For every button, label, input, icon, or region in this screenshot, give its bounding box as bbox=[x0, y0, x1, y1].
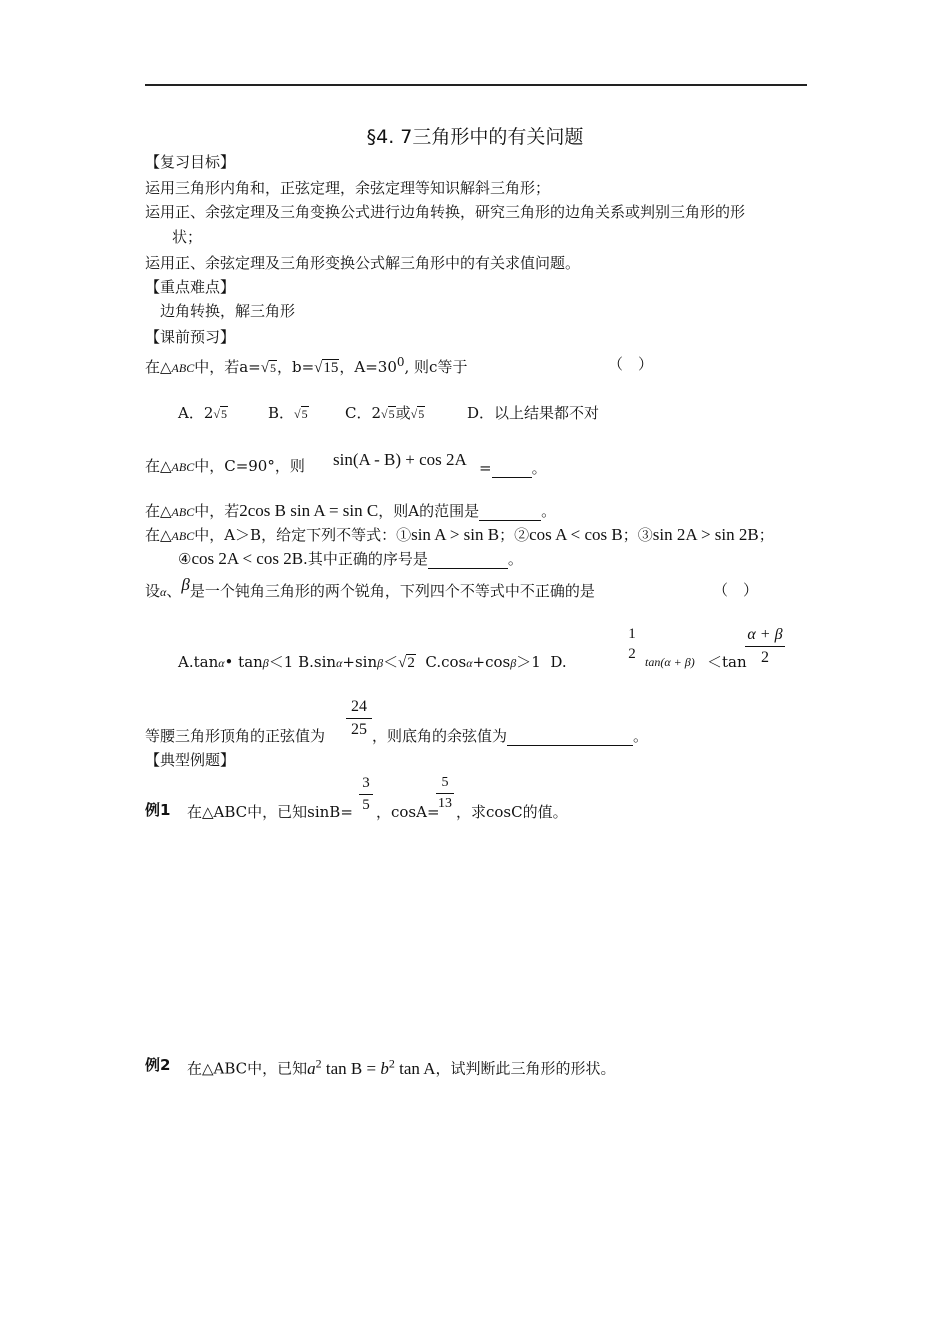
question-6: 等腰三角形顶角的正弦值为 bbox=[145, 727, 326, 745]
question-1-option-a: A．2√5 bbox=[178, 404, 227, 422]
question-5-options: A.tanα• tanβ＜1 B.sinα+sinβ＜√2 C.cosα+cosβ＞1 D. bbox=[178, 653, 567, 671]
goal-2: 运用正、余弦定理及三角变换公式进行边角转换，研究三角形的边角关系或判别三角形的形 bbox=[145, 203, 746, 221]
section-preview: 【课前预习】 bbox=[145, 328, 236, 346]
question-5-option-d-tan: ＜tan bbox=[707, 653, 747, 671]
question-3: 在△ABC中，若2cos B sin A = sin C，则A的范围是 。 bbox=[145, 501, 557, 520]
example-2-label: 例2 bbox=[145, 1056, 171, 1074]
question-1-option-d: D．以上结果都不对 bbox=[467, 404, 600, 422]
question-4-line-2: ④cos 2A < cos 2B.其中正确的序号是 。 bbox=[178, 549, 523, 568]
goal-1: 运用三角形内角和，正弦定理，余弦定理等知识解斜三角形； bbox=[145, 179, 551, 197]
section-examples: 【典型例题】 bbox=[145, 751, 236, 769]
example-2-text: 在△ABC中，已知$a^2$ $\tan B = b^2$ tan A，试判断此三角形的形状。 bbox=[187, 1056, 616, 1078]
question-1: 在△ABC中，若a=√5，b=√15，$A=30^0$, 则c等于 bbox=[145, 355, 468, 376]
header-rule bbox=[145, 84, 807, 86]
example-1-text-2: ，cosA= bbox=[376, 803, 440, 821]
example-1-text: 在△ABC中，已知sinB= bbox=[187, 803, 353, 821]
question-2-answer: = 。 bbox=[479, 459, 547, 477]
question-6-fraction: 24 25 bbox=[346, 698, 372, 739]
question-2: 在△ABC中，C=90°，则 bbox=[145, 457, 305, 475]
section-difficulty: 【重点难点】 bbox=[145, 278, 236, 296]
goal-3: 运用正、余弦定理及三角形变换公式解三角形中的有关求值问题。 bbox=[145, 254, 581, 272]
question-1-answer-paren: （ ） bbox=[608, 355, 654, 373]
goal-2-continued: 状； bbox=[172, 228, 203, 246]
question-1-option-b: B．√5 bbox=[268, 404, 308, 422]
question-1-option-c: C．2√5或√5 bbox=[345, 404, 425, 422]
difficulty-text: 边角转换，解三角形 bbox=[160, 302, 296, 320]
example-1-text-3: ，求cosC的值。 bbox=[456, 803, 568, 821]
question-6-answer: ，则底角的余弦值为 。 bbox=[372, 727, 649, 745]
question-2-expression: sin(A - B) + cos 2A bbox=[333, 450, 467, 469]
example-1-fraction-cosa: 5 13 bbox=[438, 775, 452, 811]
question-4: 在△ABC中，A＞B，给定下列不等式：①sin A > sin B；②cos A < cos B；③sin 2A > sin 2B； bbox=[145, 525, 774, 544]
section-goals: 【复习目标】 bbox=[145, 153, 236, 171]
question-5-half-angle-fraction: α + β 2 bbox=[745, 626, 785, 667]
page-title: §4. 7三角形中的有关问题 bbox=[366, 126, 584, 148]
question-5: 设α、β是一个钝角三角形的两个锐角，下列四个不等式中不正确的是 bbox=[145, 575, 595, 600]
question-5-tan-alpha-beta: tan(α + β) bbox=[645, 655, 695, 669]
example-1-label: 例1 bbox=[145, 801, 171, 819]
question-5-answer-paren: （ ） bbox=[713, 581, 759, 599]
example-1-fraction-sinb: 3 5 bbox=[359, 775, 373, 814]
question-5-half-fraction: 1 2 bbox=[628, 626, 636, 662]
